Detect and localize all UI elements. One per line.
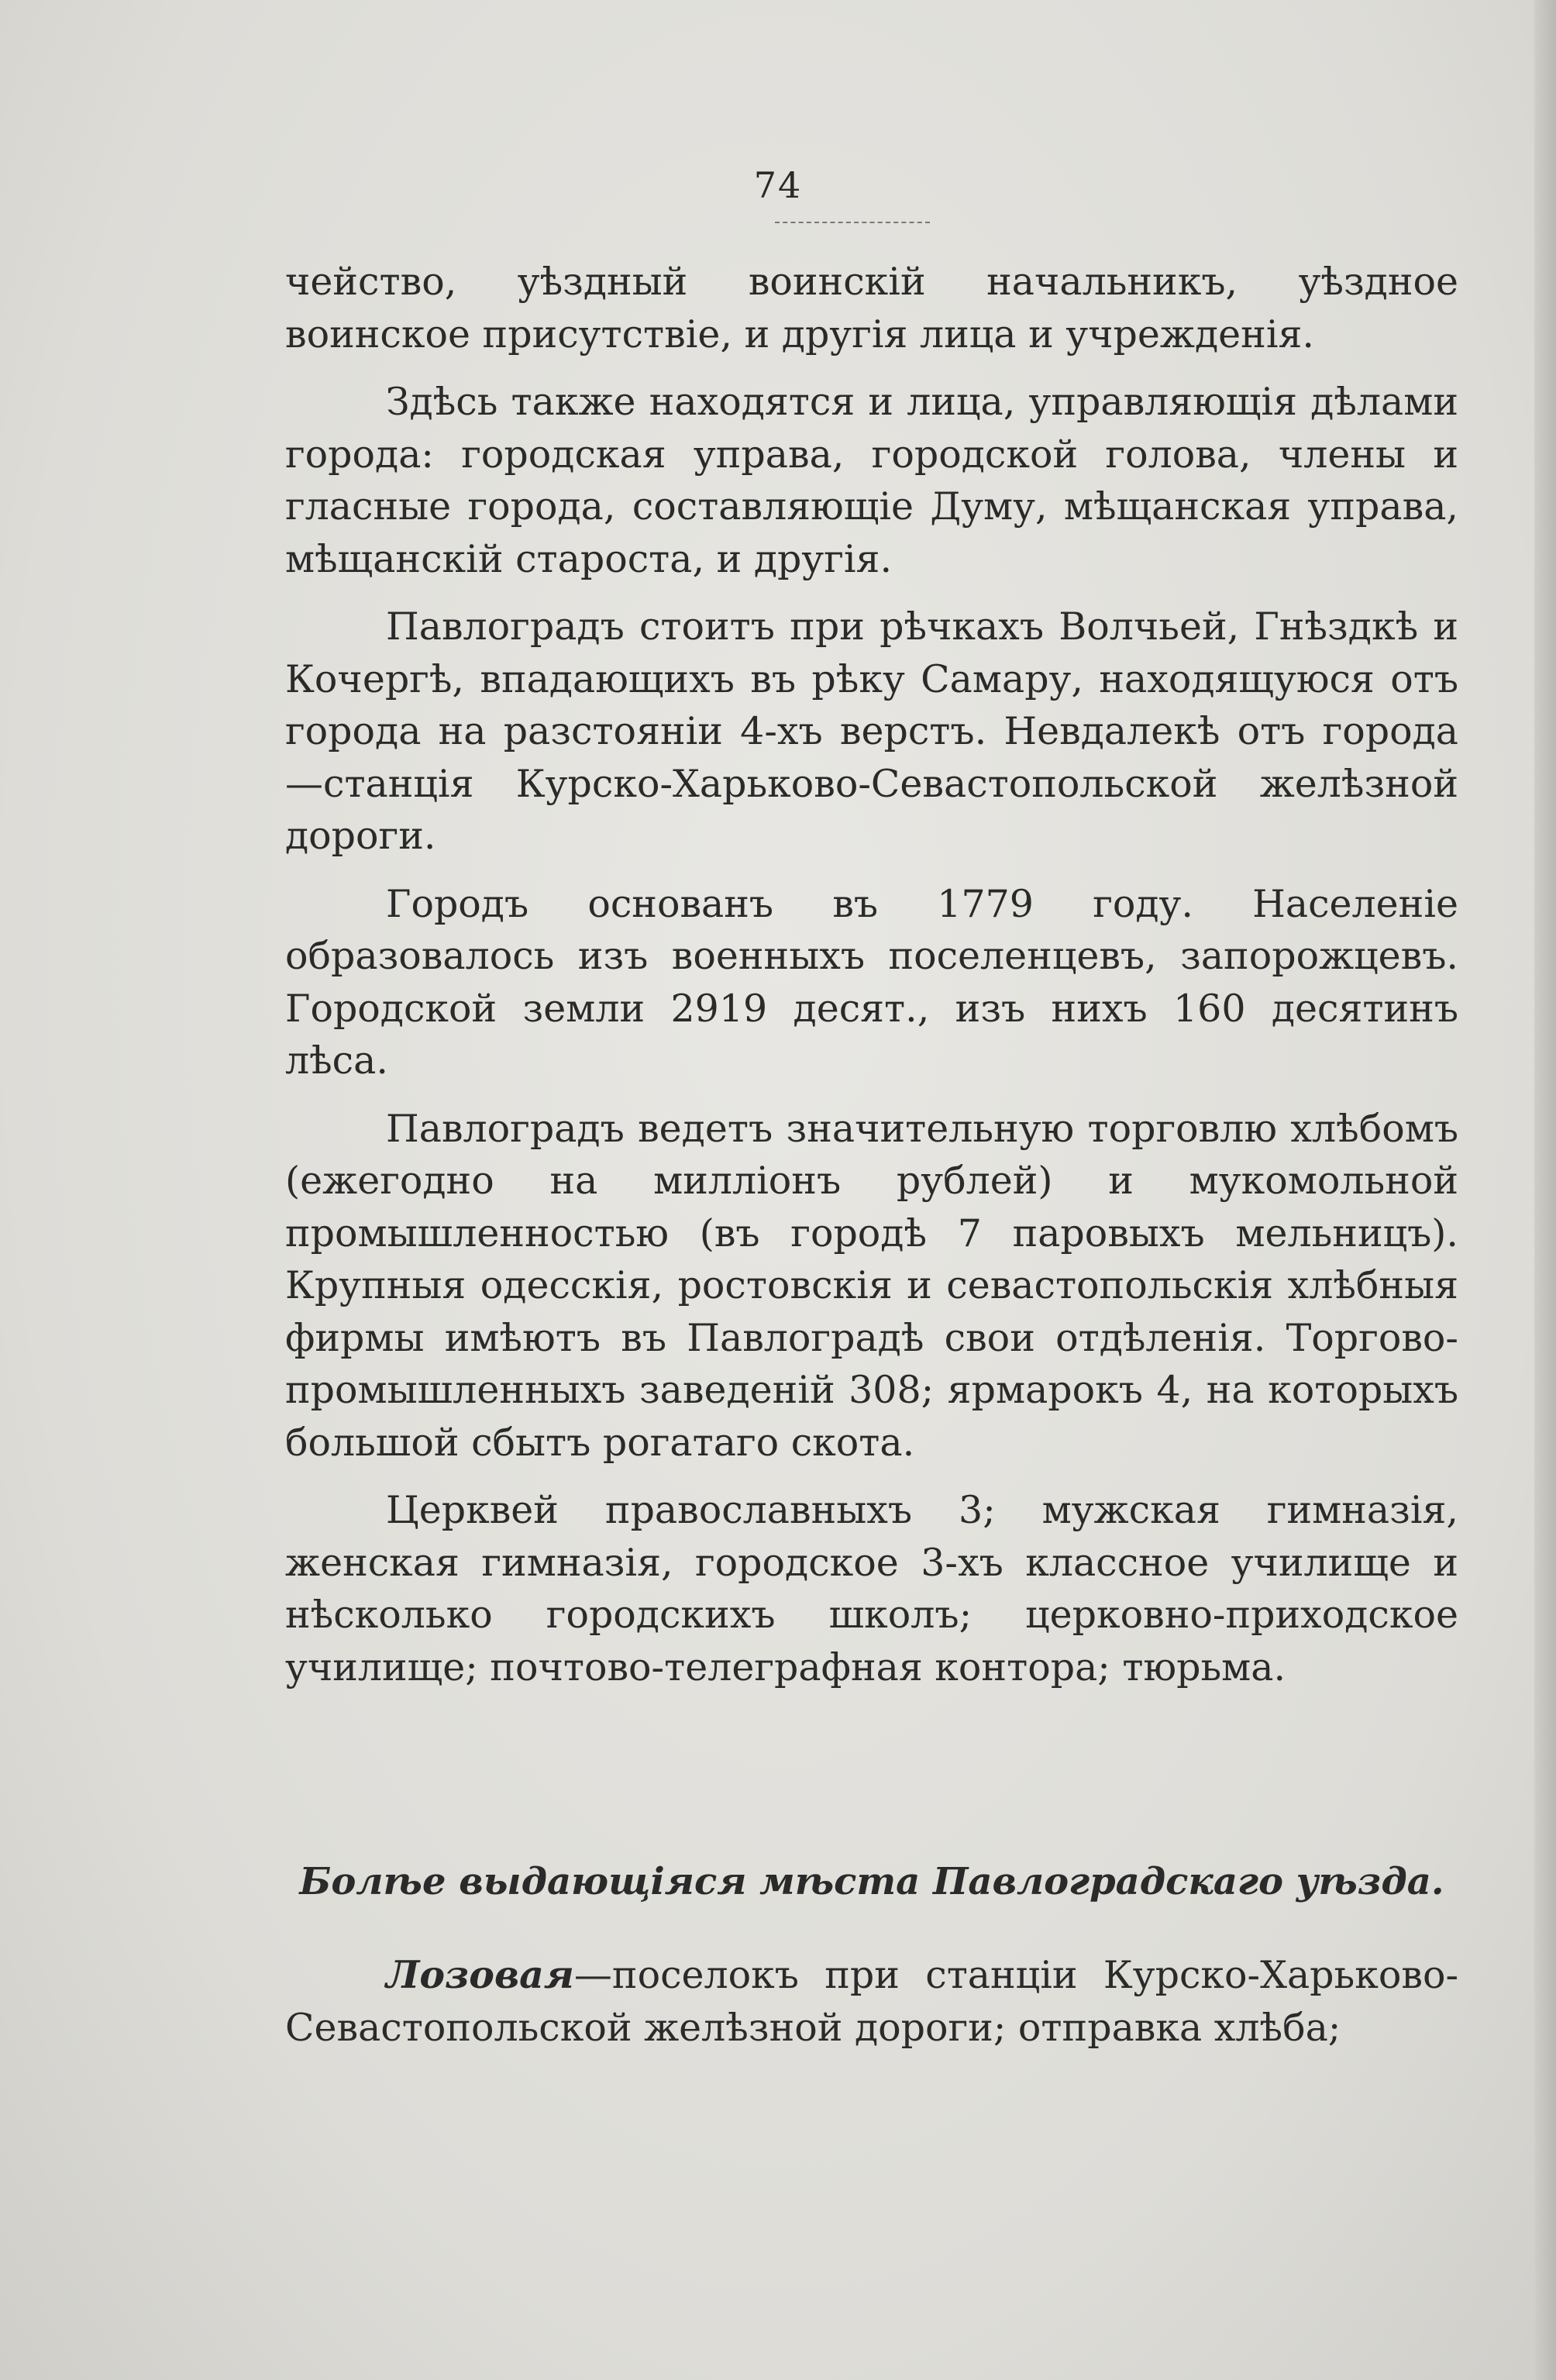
place-description: —поселокъ при станціи Курско-Харьково-Севастопольской желѣзной дороги; отправка хлѣба; [285, 1953, 1458, 2050]
page-edge-shadow [1534, 0, 1556, 2380]
paragraph-2: Здѣсь также находятся и лица, управляющія дѣлами города: городская управа, городской голова, члены и гласные города, составляющіе Думу, мѣщанская управа, мѣщанскій староста, и другія. [285, 380, 1458, 581]
paragraph-7 [285, 1949, 1458, 2054]
body-text-block [285, 256, 1458, 1693]
paragraph-5: Павлоградъ ведетъ значительную торговлю хлѣбомъ (ежегодно на милліонъ рублей) и мукомольной промышленностью (въ городѣ 7 паровыхъ мельницъ). Крупныя одесскія, ростовскія и севастопольскія хлѣбныя фирмы имѣютъ въ Павлоградѣ свои отдѣленія. Торгово-промышленныхъ заведеній 308; ярмарокъ 4, на которыхъ большой сбытъ рогатаго скота. [285, 1106, 1458, 1465]
last-paragraph-block [285, 1949, 1458, 2054]
paragraph-6: Церквей православныхъ 3; мужская гимназія, женская гимназія, городское 3-хъ классное училище и нѣсколько городскихъ школъ; церковно-приходское училище; почтово-телеграфная контора; тюрьма. [285, 1488, 1458, 1689]
place-name-term: Лозовая [386, 1952, 574, 1997]
page-number: 74 [753, 164, 803, 206]
page-number-rule [775, 222, 930, 223]
paragraph-3: Павлоградъ стоитъ при рѣчкахъ Волчьей, Гнѣздкѣ и Кочергѣ, впадающихъ въ рѣку Самару, находящуюся отъ города на разстояніи 4-хъ верстъ. Невдалекѣ отъ города—станція Курско-Харьково-Севастопольской желѣзной дороги. [285, 604, 1458, 858]
section-heading: Болѣе выдающіяся мѣста Павлоградскаго уѣзда. [299, 1860, 1444, 1903]
paragraph-4: Городъ основанъ въ 1779 году. Населеніе образовалось изъ военныхъ поселенцевъ, запорожцевъ. Городской земли 2919 десят., изъ нихъ 160 десятинъ лѣса. [285, 881, 1458, 1083]
paragraph-1: чейство, уѣздный воинскій начальникъ, уѣздное воинское присутствіе, и другія лица и учрежденія. [285, 260, 1458, 356]
